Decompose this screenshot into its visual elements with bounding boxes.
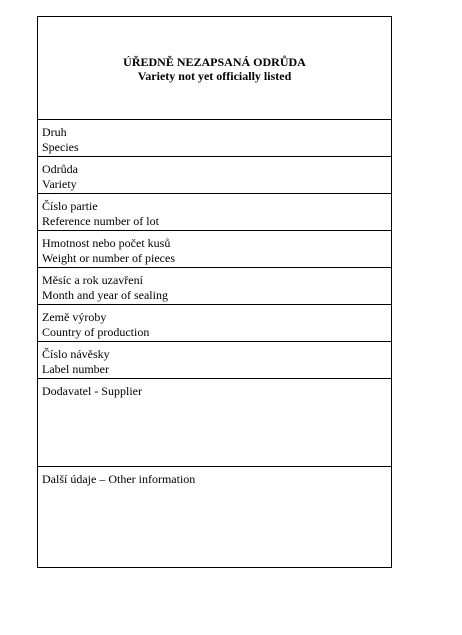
seed-label-form (37, 16, 392, 568)
field-label-czech: Druh (42, 125, 67, 139)
field-label-number (38, 342, 391, 379)
field-label: Dodavatel - Supplier (42, 384, 142, 398)
field-label-english: Variety (42, 177, 77, 191)
field-label: Další údaje – Other information (42, 472, 196, 486)
field-label-english: Species (42, 140, 79, 154)
field-country-production (38, 305, 391, 342)
field-weight-pieces (38, 231, 391, 268)
field-species (38, 120, 391, 157)
field-label-czech: Číslo partie (42, 199, 98, 213)
field-label-english: Label number (42, 362, 109, 376)
field-label-english: Country of production (42, 325, 150, 339)
field-label-english: Weight or number of pieces (42, 251, 175, 265)
field-label-czech: Země výroby (42, 310, 107, 324)
field-label-czech: Měsíc a rok uzavření (42, 273, 143, 287)
title-czech: ÚŘEDNĚ NEZAPSANÁ ODRŮDA (123, 55, 306, 69)
field-supplier (38, 379, 391, 467)
title-english: Variety not yet officially listed (137, 69, 292, 83)
field-label-czech: Odrůda (42, 162, 78, 176)
field-label-czech: Číslo návěsky (42, 347, 110, 361)
field-label-english: Reference number of lot (42, 214, 159, 228)
field-lot-number (38, 194, 391, 231)
field-label-czech: Hmotnost nebo počet kusů (42, 236, 171, 250)
field-label-english: Month and year of sealing (42, 288, 168, 302)
field-other-information (38, 467, 391, 567)
field-sealing-date (38, 268, 391, 305)
form-header (38, 17, 391, 120)
field-variety (38, 157, 391, 194)
